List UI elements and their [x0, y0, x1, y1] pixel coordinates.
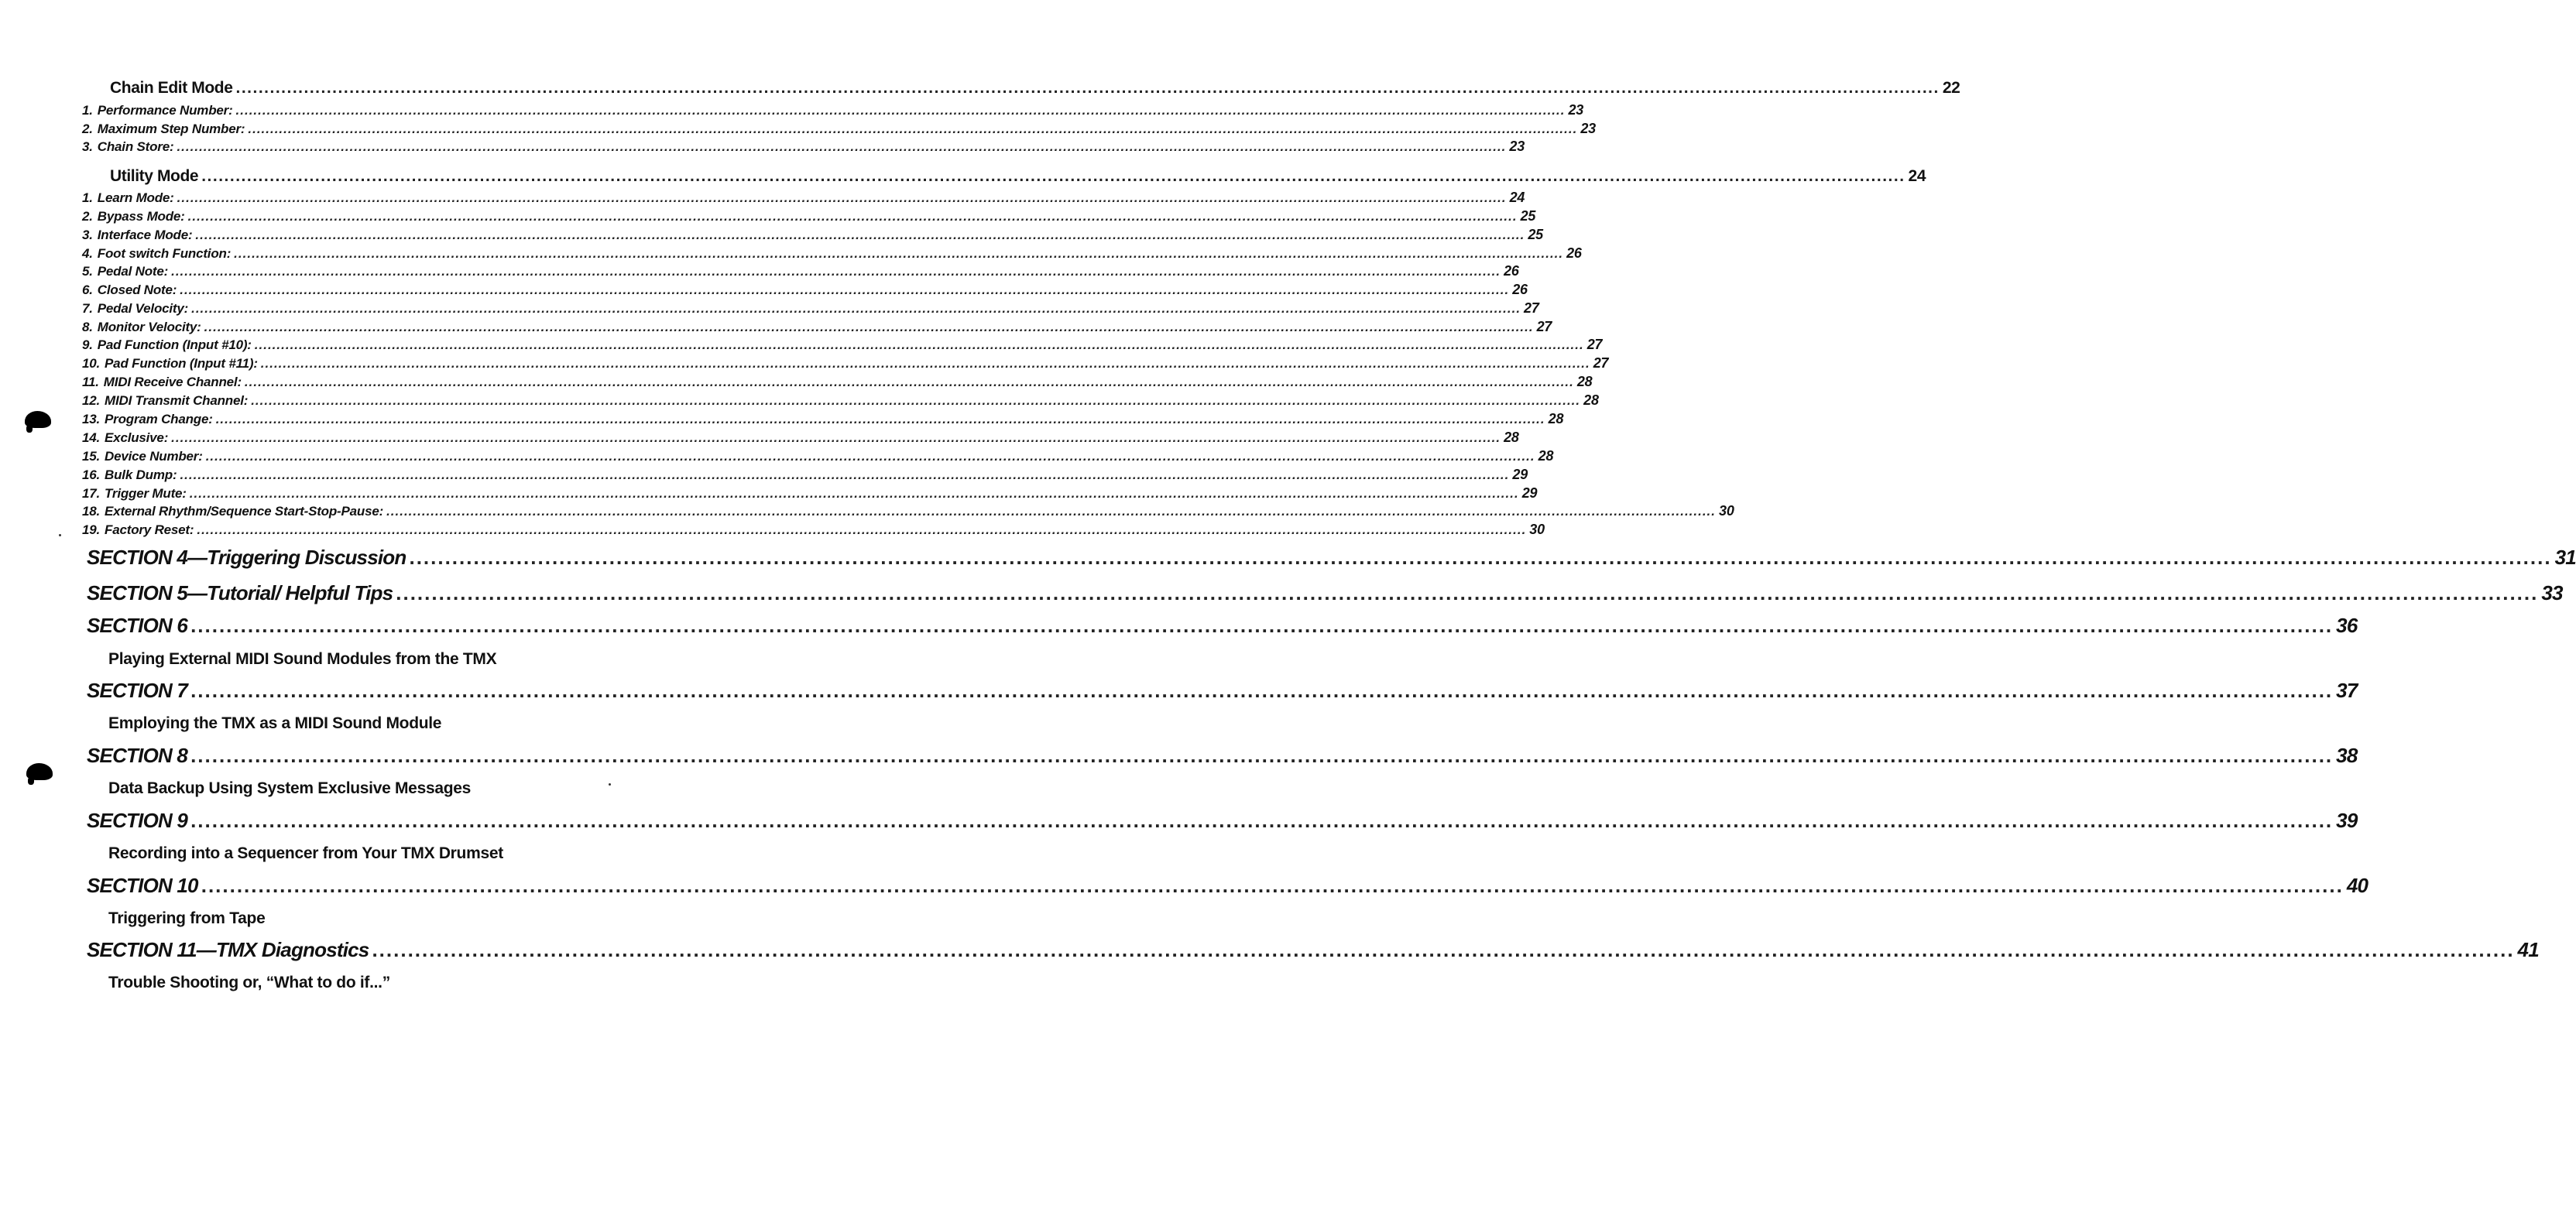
toc-item-number: 11. [82, 375, 99, 389]
toc-page-number: 41 [2517, 938, 2539, 961]
toc-section-title: SECTION 8 [87, 744, 188, 767]
toc-item-label: Factory Reset: [105, 522, 194, 537]
toc-section-title: SECTION 9 [87, 809, 188, 832]
toc-section-subtitle: Data Backup Using System Exclusive Messages [108, 779, 471, 797]
dot-leader: ............................................................................................................................................................................................................................................................................................................ [171, 430, 1501, 445]
toc-item [82, 139, 1525, 155]
dot-leader: ............................................................................................................................................................................................................................................................................................................ [244, 375, 1574, 389]
dot-leader: ............................................................................................................................................................................................................................................................................................................ [204, 320, 1534, 334]
toc-item-label: Pad Function (Input #10): [97, 337, 252, 352]
scan-speck [59, 534, 61, 536]
toc-item-label: Bulk Dump: [105, 467, 177, 482]
scan-blot-mark [26, 763, 53, 780]
toc-item-label: Program Change: [105, 412, 213, 426]
dot-leader: ............................................................................................................................................................................................................................................................................................................ [396, 581, 2539, 604]
dot-leader: ............................................................................................................................................................................................................................................................................................................ [180, 282, 1510, 297]
toc-section-title: SECTION 10 [87, 874, 198, 897]
dot-leader: ............................................................................................................................................................................................................................................................................................................ [190, 744, 2334, 767]
toc-page-number: 25 [1520, 208, 1536, 224]
toc-item-label: Monitor Velocity: [97, 320, 201, 334]
toc-item [82, 227, 1543, 243]
dot-leader: ............................................................................................................................................................................................................................................................................................................ [205, 449, 1535, 464]
dot-leader: ............................................................................................................................................................................................................................................................................................................ [235, 79, 1940, 97]
toc-item-number: 3. [82, 228, 93, 242]
toc-section-title: SECTION 5—Tutorial/ Helpful Tips [87, 581, 393, 604]
toc-group-utility [110, 167, 1926, 186]
dot-leader: ............................................................................................................................................................................................................................................................................................................ [190, 614, 2334, 637]
toc-page-number: 23 [1580, 121, 1596, 136]
dot-leader: ............................................................................................................................................................................................................................................................................................................ [197, 522, 1527, 537]
dot-leader: ............................................................................................................................................................................................................................................................................................................ [187, 209, 1518, 224]
dot-leader: ............................................................................................................................................................................................................................................................................................................ [189, 486, 1519, 501]
dot-leader: ............................................................................................................................................................................................................................................................................................................ [248, 122, 1578, 136]
toc-item-number: 6. [82, 282, 93, 297]
toc-item-label: Closed Note: [97, 282, 177, 297]
toc-item-number: 1. [82, 190, 93, 205]
toc-item [82, 430, 1519, 446]
dot-leader: ............................................................................................................................................................................................................................................................................................................ [235, 103, 1566, 118]
toc-page-number: 27 [1524, 300, 1539, 316]
toc-item [82, 208, 1536, 224]
toc-section-6 [87, 614, 2358, 638]
toc-item-number: 12. [82, 393, 101, 408]
toc-item [82, 102, 1584, 118]
toc-item-number: 19. [82, 522, 101, 537]
toc-section-title: SECTION 11—TMX Diagnostics [87, 938, 369, 961]
toc-item-number: 9. [82, 337, 93, 352]
toc-page-number: 28 [1504, 430, 1519, 445]
toc-section-subtitle: Playing External MIDI Sound Modules from the TMX [108, 650, 497, 668]
toc-item [82, 319, 1552, 335]
toc-item-label: Trigger Mute: [105, 486, 187, 501]
scan-speck [609, 783, 611, 786]
toc-item [82, 503, 1734, 519]
dot-leader: ............................................................................................................................................................................................................................................................................................................ [260, 356, 1590, 371]
dot-leader: ............................................................................................................................................................................................................................................................................................................ [190, 679, 2334, 702]
toc-page-number: 40 [2346, 874, 2368, 897]
toc-item-number: 7. [82, 301, 93, 316]
toc-section-5 [87, 581, 2563, 605]
toc-page-number: 24 [1908, 167, 1926, 185]
toc-page-number: 26 [1504, 263, 1519, 279]
toc-page-number: 28 [1576, 374, 1593, 389]
toc-item [82, 300, 1539, 317]
toc-page-number: 27 [1536, 319, 1552, 334]
dot-leader: ............................................................................................................................................................................................................................................................................................................ [409, 546, 2552, 569]
dot-leader: ............................................................................................................................................................................................................................................................................................................ [190, 809, 2334, 832]
toc-page-number: 26 [1512, 282, 1528, 297]
toc-item-label: Bypass Mode: [97, 209, 185, 224]
toc-item [82, 355, 1609, 372]
toc-group-title: Utility Mode [110, 167, 199, 185]
toc-page-number: 29 [1512, 467, 1528, 482]
toc-item [82, 337, 1603, 353]
dot-leader: ............................................................................................................................................................................................................................................................................................................ [254, 337, 1584, 352]
dot-leader: ............................................................................................................................................................................................................................................................................................................ [386, 504, 1717, 519]
toc-item-label: Learn Mode: [97, 190, 174, 205]
toc-item-label: Interface Mode: [97, 228, 193, 242]
toc-section-10 [87, 874, 2368, 898]
toc-item [82, 282, 1528, 298]
dot-leader: ............................................................................................................................................................................................................................................................................................................ [251, 393, 1581, 408]
toc-item [82, 448, 1554, 464]
toc-group-title: Chain Edit Mode [110, 79, 233, 97]
dot-leader: ............................................................................................................................................................................................................................................................................................................ [201, 874, 2344, 897]
toc-page-number: 29 [1521, 485, 1538, 501]
toc-item-number: 5. [82, 264, 93, 279]
toc-item-number: 13. [82, 412, 101, 426]
toc-item [82, 411, 1564, 427]
toc-item [82, 190, 1525, 206]
toc-item [82, 121, 1596, 137]
toc-page-number: 30 [1529, 522, 1545, 537]
dot-leader: ............................................................................................................................................................................................................................................................................................................ [171, 264, 1501, 279]
toc-page-number: 23 [1568, 102, 1584, 118]
dot-leader: ............................................................................................................................................................................................................................................................................................................ [180, 467, 1510, 482]
toc-page-number: 30 [1719, 503, 1734, 519]
toc-page-number: 27 [1593, 355, 1609, 371]
scan-blot-mark [25, 411, 51, 428]
toc-section-subtitle: Triggering from Tape [108, 909, 266, 927]
toc-item-label: Exclusive: [105, 430, 169, 445]
toc-item-label: Pad Function (Input #11): [105, 356, 258, 371]
toc-section-8 [87, 744, 2358, 768]
dot-leader: ............................................................................................................................................................................................................................................................................................................ [372, 938, 2515, 961]
dot-leader: ............................................................................................................................................................................................................................................................................................................ [195, 228, 1525, 242]
toc-item-label: Performance Number: [97, 103, 233, 118]
toc-page-number: 28 [1538, 448, 1554, 464]
toc-item [82, 245, 1582, 262]
toc-section-11 [87, 938, 2539, 962]
toc-page-number: 31 [2554, 546, 2576, 569]
toc-item-number: 1. [82, 103, 93, 118]
toc-page-number: 36 [2336, 614, 2358, 637]
toc-page-number: 26 [1566, 245, 1582, 261]
toc-item [82, 467, 1528, 483]
toc-item-label: Pedal Note: [97, 264, 169, 279]
toc-item-number: 15. [82, 449, 101, 464]
toc-section-9 [87, 809, 2358, 833]
toc-item-label: Foot switch Function: [97, 246, 232, 261]
toc-item-number: 16. [82, 467, 101, 482]
toc-page-number: 25 [1528, 227, 1543, 242]
toc-section-subtitle: Recording into a Sequencer from Your TMX Drumset [108, 844, 503, 862]
dot-leader: ............................................................................................................................................................................................................................................................................................................ [234, 246, 1564, 261]
toc-item-number: 3. [82, 139, 93, 154]
dot-leader: ............................................................................................................................................................................................................................................................................................................ [215, 412, 1545, 426]
toc-item [82, 263, 1519, 279]
toc-page-number: 28 [1548, 411, 1564, 426]
dot-leader: ............................................................................................................................................................................................................................................................................................................ [201, 167, 1905, 185]
toc-page-number: 23 [1509, 139, 1525, 154]
toc-section-4 [87, 546, 2576, 570]
toc-page-number: 22 [1942, 79, 1960, 97]
toc-item-number: 2. [82, 122, 93, 136]
dot-leader: ............................................................................................................................................................................................................................................................................................................ [191, 301, 1521, 316]
toc-page-number: 28 [1583, 392, 1599, 408]
toc-item-label: Pedal Velocity: [97, 301, 189, 316]
toc-item-number: 10. [82, 356, 101, 371]
toc-item-number: 14. [82, 430, 101, 445]
toc-item-label: Chain Store: [97, 139, 174, 154]
toc-item-number: 8. [82, 320, 93, 334]
toc-item-label: MIDI Transmit Channel: [105, 393, 249, 408]
toc-page-number: 24 [1509, 190, 1525, 205]
toc-item-number: 18. [82, 504, 101, 519]
dot-leader: ............................................................................................................................................................................................................................................................................................................ [177, 139, 1507, 154]
toc-page-number: 39 [2336, 809, 2358, 832]
toc-page-number: 37 [2336, 679, 2358, 702]
toc-item [82, 522, 1545, 538]
toc-item-number: 2. [82, 209, 93, 224]
toc-page-number: 33 [2541, 581, 2563, 604]
toc-section-title: SECTION 6 [87, 614, 188, 637]
toc-page-number: 38 [2336, 744, 2358, 767]
toc-group-chain-edit [110, 79, 1960, 98]
toc-item-label: Maximum Step Number: [97, 122, 245, 136]
toc-section-subtitle: Employing the TMX as a MIDI Sound Module [108, 714, 442, 732]
toc-item-number: 4. [82, 246, 93, 261]
toc-item [82, 485, 1538, 502]
toc-section-title: SECTION 4—Triggering Discussion [87, 546, 406, 569]
toc-item-label: External Rhythm/Sequence Start-Stop-Pause: [105, 504, 384, 519]
toc-item [82, 392, 1599, 409]
toc-item-number: 17. [82, 486, 101, 501]
dot-leader: ............................................................................................................................................................................................................................................................................................................ [177, 190, 1507, 205]
toc-item-label: MIDI Receive Channel: [103, 375, 242, 389]
toc-section-title: SECTION 7 [87, 679, 188, 702]
toc-page-number: 27 [1586, 337, 1603, 352]
toc-item-label: Device Number: [105, 449, 203, 464]
toc-section-subtitle: Trouble Shooting or, “What to do if...” [108, 974, 390, 991]
toc-item [82, 374, 1593, 390]
toc-section-7 [87, 679, 2358, 703]
